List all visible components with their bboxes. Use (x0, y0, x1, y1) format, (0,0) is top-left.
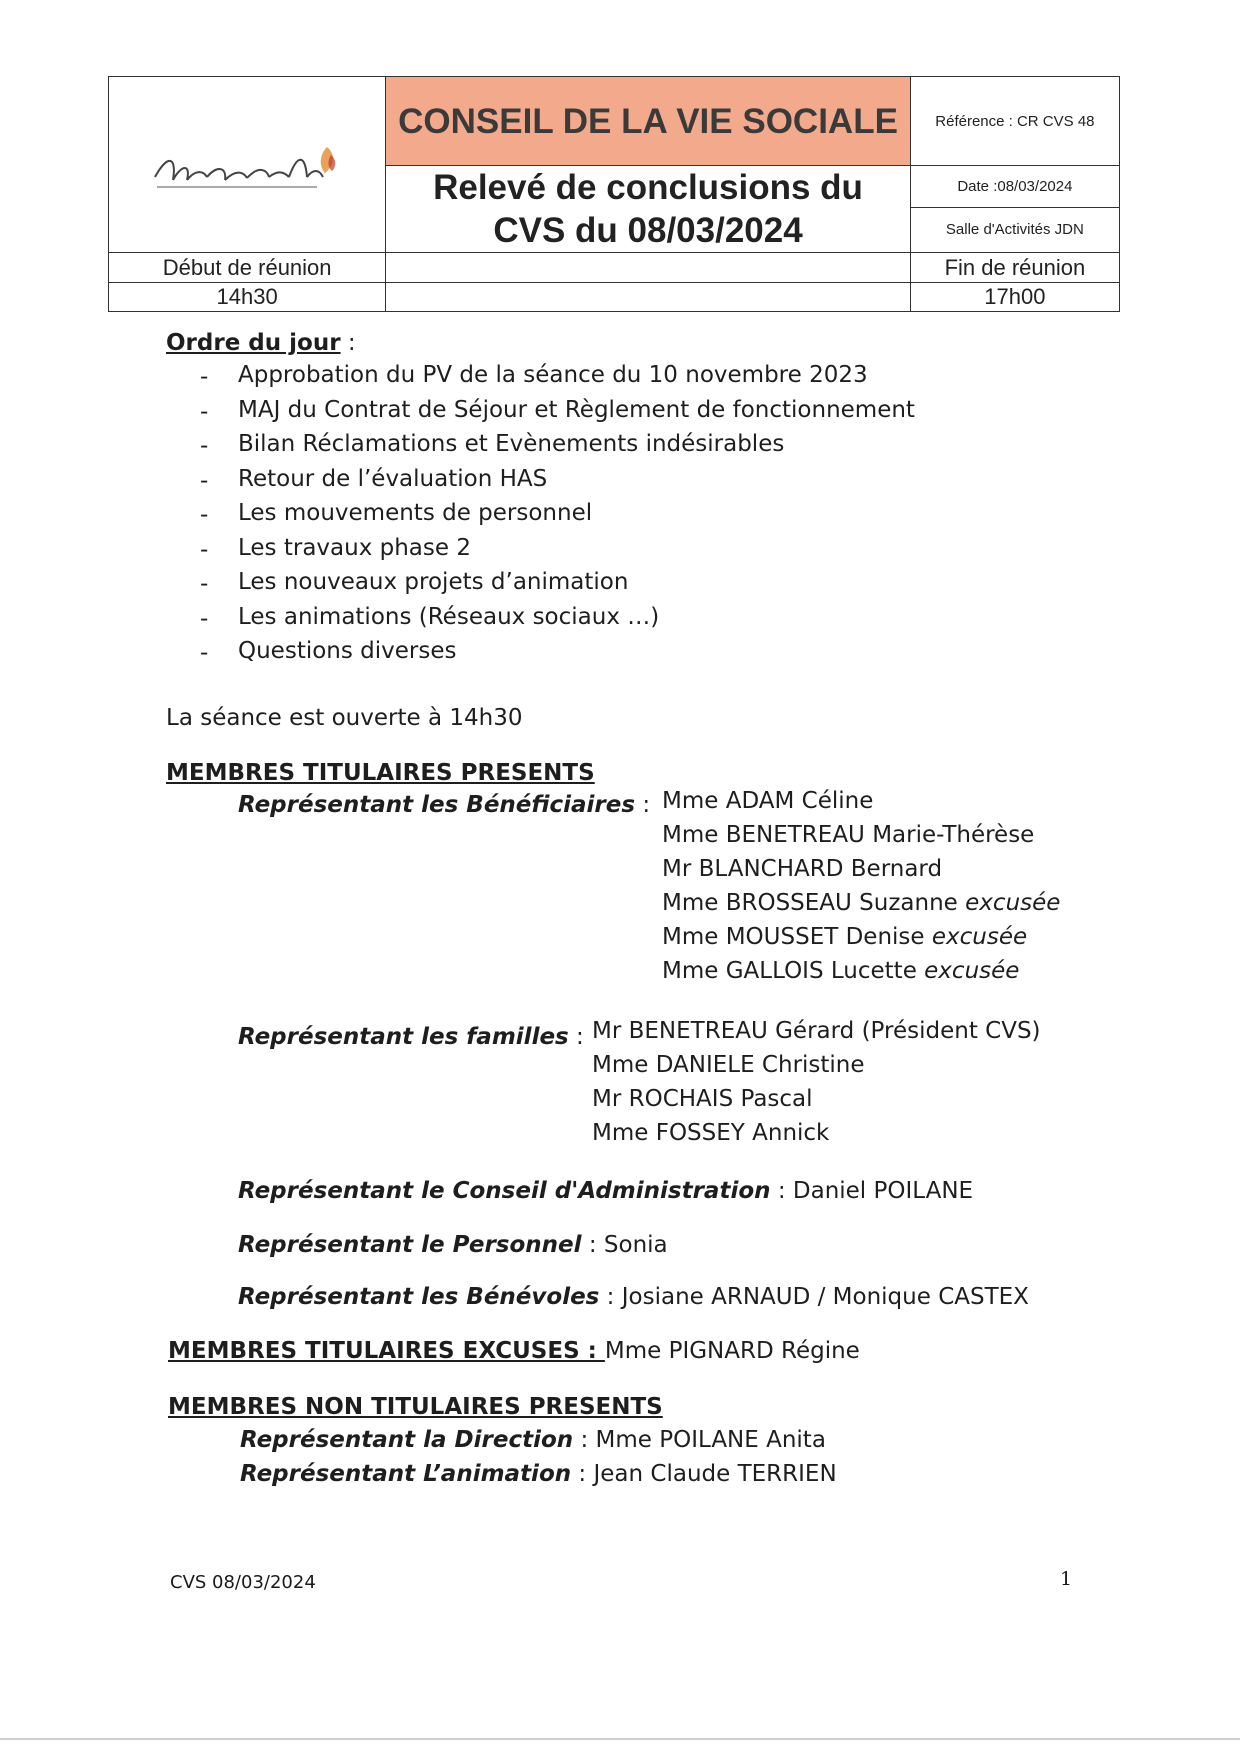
agenda-bullet: - (200, 536, 209, 563)
reference-cell: Référence : CR CVS 48 (910, 77, 1119, 166)
agenda-item-text: Questions diverses (238, 638, 457, 664)
beneficiaire-name: Mr BLANCHARD Bernard (662, 856, 943, 882)
familles-label: Représentant les familles (238, 1024, 569, 1050)
agenda-bullet: - (200, 398, 209, 425)
beneficiaires-list (662, 788, 1060, 992)
beneficiaires-suffix: : (635, 792, 651, 818)
subtitle-line-1: Relevé de conclusions du (433, 168, 863, 207)
personnel-label: Représentant le Personnel (238, 1232, 582, 1258)
members-excused-value: Mme PIGNARD Régine (604, 1338, 860, 1364)
beneficiaire-name: Mme BENETREAU Marie-Thérèse (662, 822, 1035, 848)
agenda-item-text: Les animations (Réseaux sociaux …) (238, 603, 660, 630)
beneficiaire-item (662, 788, 1060, 822)
benevoles-value: : Josiane ARNAUD / Monique CASTEX (599, 1284, 1029, 1310)
agenda-item-text: Retour de l’évaluation HAS (238, 465, 548, 492)
agenda-item-text: Les travaux phase 2 (238, 534, 471, 561)
agenda-bullet: - (200, 364, 209, 390)
beneficiaire-item (662, 924, 1060, 958)
personnel-line (238, 1232, 668, 1258)
beneficiaire-note: excusée (924, 958, 1020, 984)
empty-mid-cell-1 (386, 253, 911, 283)
page-number: 1 (1060, 1568, 1073, 1590)
animation-value: : Jean Claude TERRIEN (571, 1461, 837, 1487)
agenda-heading-line (166, 330, 356, 356)
familles-label-line (238, 1024, 584, 1050)
beneficiaire-item (662, 890, 1060, 924)
animation-line (240, 1461, 837, 1487)
agenda-bullet: - (200, 571, 209, 597)
beneficiaire-name: Mme BROSSEAU Suzanne (662, 890, 966, 916)
agenda-bullet: - (200, 605, 209, 632)
agenda-item-text: Approbation du PV de la séance du 10 novembre 2023 (238, 362, 868, 388)
agenda-bullet: - (200, 640, 209, 666)
agenda-item-text: Les nouveaux projets d’animation (238, 569, 629, 595)
flame-logo-icon (147, 125, 347, 205)
non-members-present-heading: MEMBRES NON TITULAIRES PRESENTS (168, 1394, 663, 1420)
footer-reference: CVS 08/03/2024 (170, 1572, 316, 1593)
document-title: CONSEIL DE LA VIE SOCIALE (386, 77, 911, 166)
conseil-label: Représentant le Conseil d'Administration (238, 1178, 771, 1204)
agenda-bullet: - (200, 502, 209, 528)
document-subtitle (386, 166, 911, 253)
empty-mid-cell-2 (386, 283, 911, 312)
beneficiaire-item (662, 958, 1060, 992)
familles-list (592, 1018, 1041, 1154)
familles-suffix: : (568, 1024, 584, 1050)
agenda-bullet: - (200, 433, 209, 459)
beneficiaire-note: excusée (965, 890, 1061, 916)
scan-edge-line (0, 1738, 1240, 1740)
beneficiaire-note: excusée (931, 924, 1028, 950)
beneficiaire-item (662, 822, 1060, 856)
end-label-cell: Fin de réunion (910, 253, 1119, 283)
agenda-heading: Ordre du jour (166, 330, 341, 356)
conseil-line (238, 1178, 973, 1204)
agenda-item-text: MAJ du Contrat de Séjour et Règlement de fonctionnement (238, 396, 915, 423)
agenda-bullet: - (200, 467, 209, 494)
direction-line (240, 1427, 826, 1453)
famille-item: Mr ROCHAIS Pascal (592, 1086, 813, 1112)
agenda-heading-suffix: : (340, 330, 356, 356)
famille-item: Mme DANIELE Christine (592, 1052, 865, 1078)
beneficiaire-name: Mme ADAM Céline (662, 788, 874, 814)
beneficiaire-name: Mme MOUSSET Denise (662, 924, 932, 950)
beneficiaire-item (662, 856, 1060, 890)
members-excused-line (168, 1338, 860, 1364)
benevoles-line (238, 1284, 1029, 1310)
room-cell: Salle d'Activités JDN (910, 207, 1119, 252)
beneficiaire-name: Mme GALLOIS Lucette (662, 958, 925, 984)
conseil-value: : Daniel POILANE (770, 1178, 974, 1204)
direction-value: : Mme POILANE Anita (573, 1427, 826, 1453)
benevoles-label: Représentant les Bénévoles (238, 1284, 600, 1310)
opening-text: La séance est ouverte à 14h30 (166, 705, 523, 731)
date-cell: Date :08/03/2024 (910, 166, 1119, 208)
residence-logo (147, 125, 347, 205)
members-excused-heading: MEMBRES TITULAIRES EXCUSES : (168, 1338, 605, 1364)
famille-item: Mr BENETREAU Gérard (Président CVS) (592, 1018, 1041, 1044)
start-time-cell: 14h30 (109, 283, 386, 312)
header-table (108, 76, 1120, 312)
start-label-cell: Début de réunion (109, 253, 386, 283)
agenda-item-text: Les mouvements de personnel (238, 500, 593, 526)
beneficiaires-label: Représentant les Bénéficiaires (238, 792, 636, 818)
members-present-heading: MEMBRES TITULAIRES PRESENTS (166, 760, 595, 786)
agenda-item-text: Bilan Réclamations et Evènements indésirables (238, 431, 785, 457)
subtitle-line-2: CVS du 08/03/2024 (493, 211, 803, 250)
animation-label: Représentant L’animation (240, 1461, 572, 1487)
end-time-cell: 17h00 (910, 283, 1119, 312)
direction-label: Représentant la Direction (240, 1427, 574, 1453)
personnel-value: : Sonia (581, 1232, 668, 1258)
logo-cell (109, 77, 386, 253)
beneficiaires-label-line (238, 792, 650, 818)
famille-item: Mme FOSSEY Annick (592, 1120, 830, 1146)
